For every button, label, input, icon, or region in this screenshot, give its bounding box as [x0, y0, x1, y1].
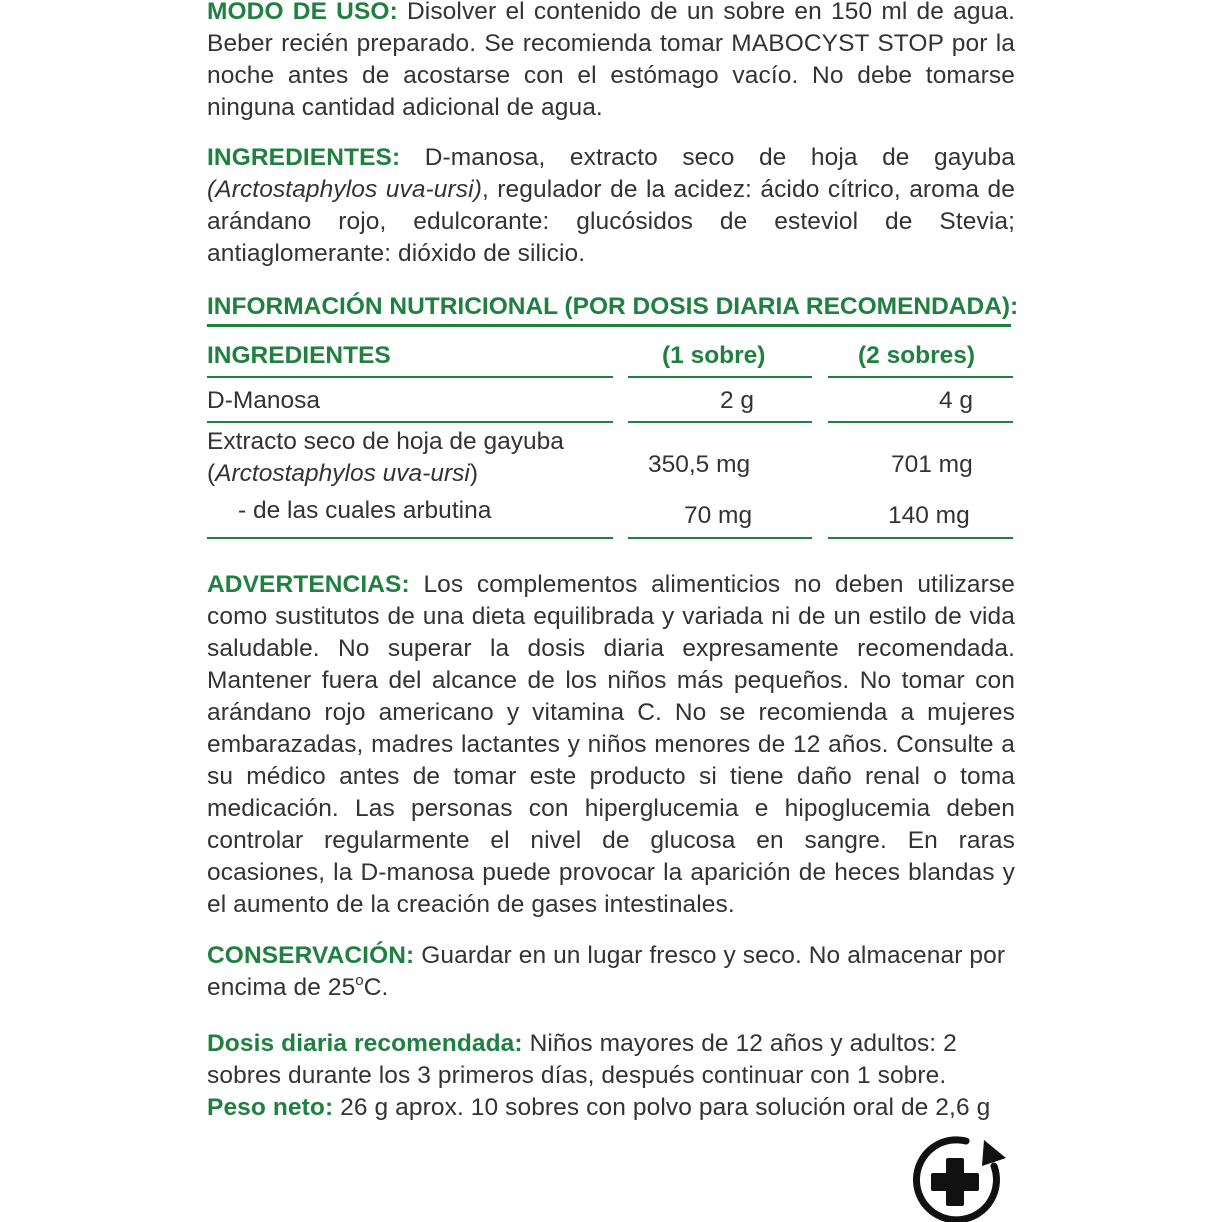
- degree-symbol: o: [355, 972, 364, 989]
- advertencias-label: ADVERTENCIAS:: [207, 571, 410, 598]
- table-divider: [828, 421, 1013, 423]
- peso-text: 26 g aprox. 10 sobres con polvo para solución oral de 2,6 g: [340, 1094, 991, 1121]
- conservacion-section: [207, 940, 1015, 1004]
- row-d-manosa-1-sobre: 2 g: [720, 387, 755, 414]
- ingredientes-section: [207, 142, 1015, 270]
- row-d-manosa-name: D-Manosa: [207, 387, 321, 414]
- modo-de-uso-label: MODO DE USO:: [207, 0, 398, 25]
- table-divider: [628, 376, 812, 378]
- peso-label: Peso neto:: [207, 1094, 334, 1121]
- advertencias-text: Los complementos alimenticios no deben utilizarse como sustitutos de una dieta equilibrada y variada ni de un estilo de vida saludable. No superar la dosis diaria expresamente recomendada. Mantener fuera del alcance de los niños más pequeños. No tomar con arándano rojo americano y vitamina C. No se recomienda a mujeres embarazadas, madres lactantes y niños menores de 12 años. Consulte a su médico antes de tomar este producto si tiene daño renal o toma medicación. Las personas con hiperglucemia e hipoglucemia deben controlar regularmente el nivel de glucosa en sangre. En raras ocasiones, la D-manosa puede provocar la aparición de heces blandas y el aumento de la creación de gases intestinales.: [207, 571, 1015, 918]
- row-gayuba-latin: [207, 458, 478, 490]
- table-header-ingredientes: INGREDIENTES: [207, 342, 391, 369]
- table-divider: [628, 421, 812, 423]
- peso-paragraph: [207, 1092, 1015, 1124]
- table-header-1-sobre: (1 sobre): [662, 342, 766, 369]
- table-divider: [207, 376, 613, 378]
- dosis-text: Niños mayores de 12 años y adultos: 2 sobres durante los 3 primeros días, después continuar con 1 sobre.: [207, 1030, 957, 1089]
- dosis-section: [207, 1028, 1015, 1124]
- row-arbutina-2-sobres: 140 mg: [888, 502, 970, 529]
- dosis-label: Dosis diaria recomendada:: [207, 1030, 523, 1057]
- row-gayuba-latin-close: ): [469, 460, 478, 487]
- row-gayuba-1-sobre: 350,5 mg: [648, 451, 751, 478]
- table-divider: [828, 376, 1013, 378]
- table-divider: [207, 421, 613, 423]
- table-divider: [207, 537, 613, 539]
- ingredientes-label: INGREDIENTES:: [207, 144, 401, 171]
- conservacion-text: Guardar en un lugar fresco y seco. No almacenar por encima de 25: [207, 942, 1006, 1001]
- row-d-manosa-2-sobres: 4 g: [939, 387, 974, 414]
- row-gayuba-latin-open: (: [207, 460, 216, 487]
- conservacion-label: CONSERVACIÓN:: [207, 942, 415, 969]
- dosis-paragraph: [207, 1028, 1015, 1092]
- row-gayuba-latin-italic: Arctostaphylos uva-ursi: [215, 460, 470, 487]
- row-gayuba-name: Extracto seco de hoja de gayuba: [207, 428, 564, 455]
- modo-de-uso-text: Disolver el contenido de un sobre en 150 ml de agua. Beber recién preparado. Se recomienda tomar MABOCYST STOP por la noche antes de acostarse con el estómago vacío. No debe tomarse ninguna cantidad adicional de agua.: [207, 0, 1015, 121]
- row-gayuba-2-sobres: 701 mg: [891, 451, 973, 478]
- advertencias-section: [207, 569, 1015, 921]
- table-header-2-sobres: (2 sobres): [858, 342, 976, 369]
- modo-de-uso-section: [207, 0, 1015, 124]
- table-divider: [628, 537, 812, 539]
- cross-rotate-icon: [908, 1136, 1008, 1222]
- row-arbutina-1-sobre: 70 mg: [684, 502, 753, 529]
- ingredientes-text-a: D-manosa, extracto seco de hoja de gayuba: [424, 144, 1015, 171]
- table-divider: [828, 537, 1013, 539]
- nutrition-title: INFORMACIÓN NUTRICIONAL (POR DOSIS DIARIA RECOMENDADA):: [207, 292, 1011, 327]
- ingredientes-text-b: , regulador de la acidez: ácido cítrico, aroma de arándano rojo, edulcorante: glucósidos de esteviol de Stevia; antiaglomerante: dióxido de silicio.: [207, 176, 1015, 267]
- row-arbutina-name: - de las cuales arbutina: [238, 497, 492, 524]
- conservacion-unit: C.: [363, 974, 389, 1001]
- ingredientes-latin-name: (Arctostaphylos uva-ursi): [207, 176, 482, 203]
